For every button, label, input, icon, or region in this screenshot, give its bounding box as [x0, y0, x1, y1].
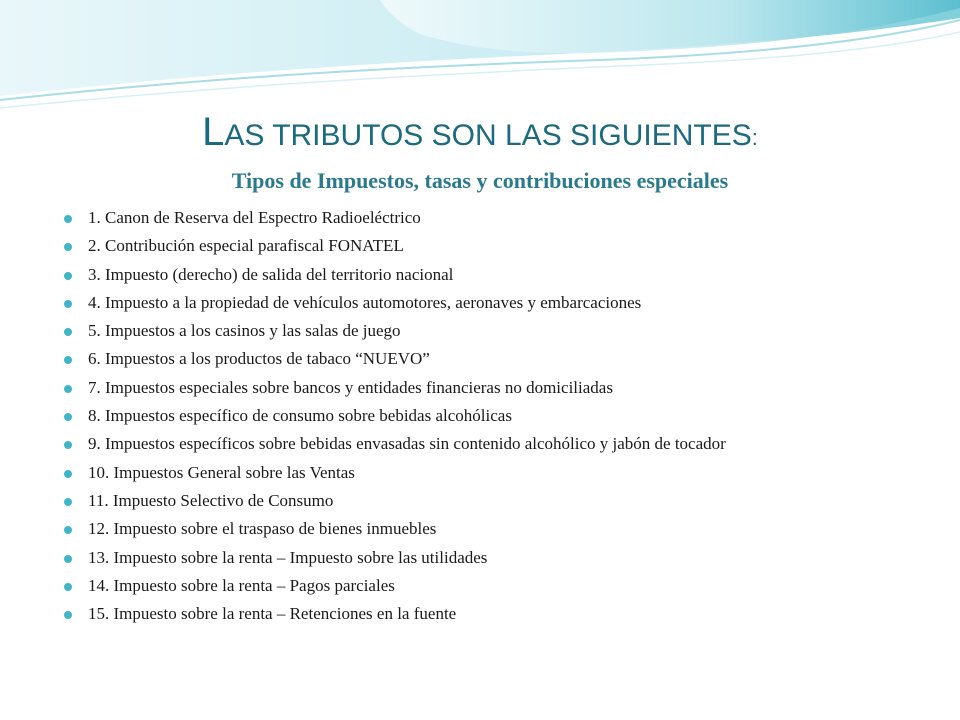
tax-list [64, 204, 944, 628]
list-item [64, 459, 944, 487]
list-item-text: 12. Impuesto sobre el traspaso de bienes inmuebles [88, 519, 437, 539]
list-item [64, 572, 944, 600]
list-item [64, 402, 944, 430]
list-item-text: 5. Impuestos a los casinos y las salas de juego [88, 321, 401, 341]
bullet-icon [64, 385, 72, 393]
bullet-icon [64, 300, 72, 308]
bullet-icon [64, 555, 72, 563]
list-item [64, 261, 944, 289]
header-wave-decoration [0, 0, 960, 120]
bullet-icon [64, 243, 72, 251]
list-item [64, 317, 944, 345]
bullet-icon [64, 272, 72, 280]
list-item-text: 3. Impuesto (derecho) de salida del territorio nacional [88, 264, 454, 284]
list-item-text: 9. Impuestos específicos sobre bebidas envasadas sin contenido alcohólico y jabón de tocador [88, 434, 726, 454]
bullet-icon [64, 413, 72, 421]
bullet-icon [64, 441, 72, 449]
slide-subtitle: Tipos de Impuestos, tasas y contribuciones especiales [231, 168, 729, 193]
list-item-text: 13. Impuesto sobre la renta – Impuesto sobre las utilidades [88, 547, 488, 567]
list-item [64, 544, 944, 572]
bullet-icon [64, 328, 72, 336]
bullet-icon [64, 583, 72, 591]
list-item-text: 6. Impuestos a los productos de tabaco “NUEVO” [88, 349, 430, 369]
title-colon: : [751, 125, 758, 150]
slide-title [0, 108, 960, 162]
list-item [64, 232, 944, 260]
list-item [64, 374, 944, 402]
list-item [64, 487, 944, 515]
bullet-icon [64, 215, 72, 223]
title-first-letter: L [202, 110, 225, 154]
list-item-text: 7. Impuestos especiales sobre bancos y entidades financieras no domiciliadas [88, 377, 613, 397]
title-rest: AS TRIBUTOS SON LAS SIGUIENTES [224, 119, 752, 152]
bullet-icon [64, 498, 72, 506]
list-item-text: 1. Canon de Reserva del Espectro Radioeléctrico [88, 208, 421, 227]
list-item [64, 289, 944, 317]
list-item-text: 14. Impuesto sobre la renta – Pagos parciales [88, 575, 395, 595]
list-item [64, 345, 944, 373]
list-item-text: 2. Contribución especial parafiscal FONATEL [88, 236, 404, 256]
bullet-icon [64, 526, 72, 534]
list-item-text: 4. Impuesto a la propiedad de vehículos automotores, aeronaves y embarcaciones [88, 292, 642, 312]
list-item-text: 10. Impuestos General sobre las Ventas [88, 462, 355, 482]
list-item-text: 15. Impuesto sobre la renta – Retenciones en la fuente [88, 604, 457, 624]
bullet-icon [64, 356, 72, 364]
list-item [64, 515, 944, 543]
list-item [64, 430, 944, 458]
list-item-text: 8. Impuestos específico de consumo sobre bebidas alcohólicas [88, 406, 512, 426]
list-item-text: 11. Impuesto Selectivo de Consumo [88, 490, 334, 510]
list-item [64, 204, 944, 232]
bullet-icon [64, 611, 72, 619]
bullet-icon [64, 470, 72, 478]
list-item [64, 600, 944, 628]
